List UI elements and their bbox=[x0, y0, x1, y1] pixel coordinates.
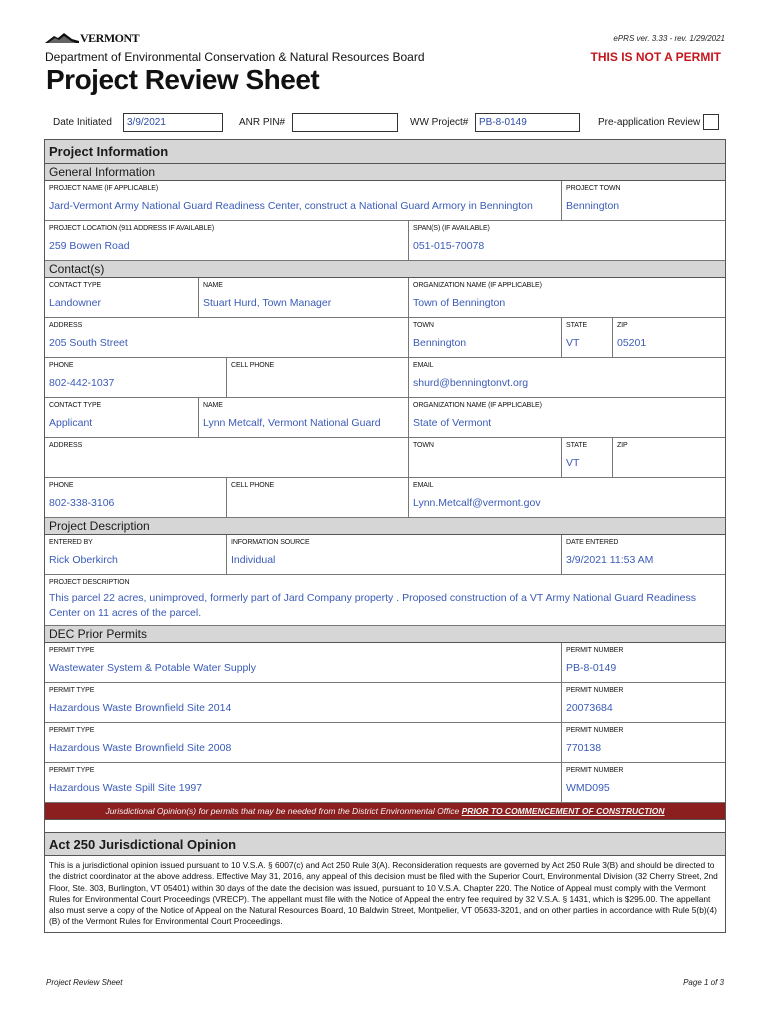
ww-project-field[interactable]: PB-8-0149 bbox=[475, 113, 580, 132]
contact-email-cell bbox=[408, 358, 725, 397]
contact-zip-label: ZIP bbox=[617, 442, 628, 449]
project-town-label: PROJECT TOWN bbox=[566, 185, 621, 192]
contact-1-phone-row bbox=[45, 358, 725, 398]
permit-number-value[interactable]: PB-8-0149 bbox=[566, 662, 617, 674]
contact-zip-cell bbox=[612, 318, 725, 357]
footer-page-number: Page 1 of 3 bbox=[683, 978, 724, 987]
contact-cell-phone-label: CELL PHONE bbox=[231, 482, 275, 489]
contact-type-label: CONTACT TYPE bbox=[49, 402, 102, 409]
contact-1-address-row bbox=[45, 318, 725, 358]
contact-cell-phone-cell bbox=[226, 358, 408, 397]
contact-2-address-row bbox=[45, 438, 725, 478]
contact-address-cell bbox=[45, 438, 408, 477]
ww-project-label: WW Project# bbox=[410, 117, 469, 128]
permit-number-value[interactable]: 20073684 bbox=[566, 702, 613, 714]
contact-address-value[interactable] bbox=[49, 452, 404, 475]
section-project-information: Project Information bbox=[45, 140, 725, 164]
date-entered-cell bbox=[561, 535, 725, 574]
information-source-cell bbox=[226, 535, 561, 574]
contact-cell-phone-cell bbox=[226, 478, 408, 517]
contact-org-cell bbox=[408, 278, 725, 317]
contact-email-value[interactable]: shurd@benningtonvt.org bbox=[413, 377, 529, 389]
contact-cell-phone-label: CELL PHONE bbox=[231, 362, 275, 369]
contact-email-cell bbox=[408, 478, 725, 517]
contact-address-label: ADDRESS bbox=[49, 322, 83, 329]
permit-type-label: PERMIT TYPE bbox=[49, 727, 95, 734]
permit-number-label: PERMIT NUMBER bbox=[566, 647, 624, 654]
contact-cell-phone-value[interactable] bbox=[231, 492, 404, 515]
page-header bbox=[45, 28, 725, 68]
span-label: SPAN(S) (IF AVAILABLE) bbox=[413, 225, 490, 232]
permit-number-label: PERMIT NUMBER bbox=[566, 687, 624, 694]
project-name-label: PROJECT NAME (IF APPLICABLE) bbox=[49, 185, 159, 192]
contact-email-label: EMAIL bbox=[413, 362, 434, 369]
permit-row bbox=[45, 763, 725, 803]
information-source-label: INFORMATION SOURCE bbox=[231, 539, 310, 546]
contact-state-label: STATE bbox=[566, 442, 588, 449]
vermont-logo bbox=[45, 30, 139, 44]
mountain-icon bbox=[45, 32, 79, 44]
contact-state-value[interactable]: VT bbox=[566, 337, 580, 349]
project-name-row bbox=[45, 181, 725, 221]
contact-type-cell bbox=[45, 398, 198, 437]
contact-zip-value[interactable]: 05201 bbox=[617, 337, 647, 349]
subsection-dec-prior-permits: DEC Prior Permits bbox=[45, 626, 725, 643]
contact-org-cell bbox=[408, 398, 725, 437]
contact-town-cell bbox=[408, 438, 561, 477]
contact-state-label: STATE bbox=[566, 322, 588, 329]
span-cell bbox=[408, 221, 725, 260]
span-value[interactable]: 051-015-70078 bbox=[413, 240, 485, 252]
contact-type-label: CONTACT TYPE bbox=[49, 282, 102, 289]
contact-name-cell bbox=[198, 278, 408, 317]
contact-2-phone-row bbox=[45, 478, 725, 518]
permit-number-cell bbox=[561, 763, 725, 802]
contact-state-value[interactable]: VT bbox=[566, 457, 580, 469]
contact-state-cell bbox=[561, 318, 612, 357]
contact-phone-label: PHONE bbox=[49, 362, 74, 369]
permit-number-label: PERMIT NUMBER bbox=[566, 727, 624, 734]
project-name-value[interactable]: Jard-Vermont Army National Guard Readiness Center, construct a National Guard Armory in Bennington bbox=[49, 200, 533, 212]
contact-zip-label: ZIP bbox=[617, 322, 628, 329]
logo-text: VERMONT bbox=[80, 31, 140, 45]
contact-phone-cell bbox=[45, 358, 226, 397]
contact-name-label: NAME bbox=[203, 282, 223, 289]
permit-number-value[interactable]: 770138 bbox=[566, 742, 602, 754]
permit-type-label: PERMIT TYPE bbox=[49, 767, 95, 774]
contact-cell-phone-value[interactable] bbox=[231, 372, 404, 395]
project-description-row bbox=[45, 575, 725, 626]
version-label: ePRS ver. 3.33 - rev. 1/29/2021 bbox=[613, 34, 725, 43]
page-title: Project Review Sheet bbox=[46, 64, 320, 95]
project-name-cell bbox=[45, 181, 561, 220]
permit-row bbox=[45, 723, 725, 763]
contact-org-value[interactable]: State of Vermont bbox=[413, 417, 492, 429]
permit-type-value[interactable]: Hazardous Waste Brownfield Site 2008 bbox=[49, 742, 232, 754]
anr-pin-label: ANR PIN# bbox=[239, 117, 286, 128]
contact-type-value[interactable]: Landowner bbox=[49, 297, 101, 309]
subsection-project-description: Project Description bbox=[45, 518, 725, 535]
not-permit-notice: THIS IS NOT A PERMIT bbox=[590, 50, 721, 64]
project-description-value[interactable]: This parcel 22 acres, unimproved, formerly part of Jard Company property . Proposed construction of a VT Army National Guard Readiness Center on 11 acres of the parcel. bbox=[49, 592, 697, 619]
id-row bbox=[46, 113, 726, 133]
date-initiated-label: Date Initiated bbox=[53, 117, 112, 128]
project-location-value[interactable]: 259 Bowen Road bbox=[49, 240, 130, 252]
section-act250-opinion: Act 250 Jurisdictional Opinion bbox=[45, 832, 725, 856]
contact-type-value[interactable]: Applicant bbox=[49, 417, 93, 429]
contact-email-label: EMAIL bbox=[413, 482, 434, 489]
permit-type-value[interactable]: Wastewater System & Potable Water Supply bbox=[49, 662, 256, 674]
contact-type-cell bbox=[45, 278, 198, 317]
subsection-contacts: Contact(s) bbox=[45, 261, 725, 278]
review-form bbox=[44, 139, 726, 933]
permit-type-label: PERMIT TYPE bbox=[49, 647, 95, 654]
entered-by-label: ENTERED BY bbox=[49, 539, 93, 546]
entered-by-value[interactable]: Rick Oberkirch bbox=[49, 554, 118, 566]
information-source-value[interactable]: Individual bbox=[231, 554, 276, 566]
preapp-review-checkbox[interactable] bbox=[703, 114, 719, 130]
contact-zip-cell bbox=[612, 438, 725, 477]
anr-pin-field[interactable] bbox=[292, 113, 398, 132]
entered-by-row bbox=[45, 535, 725, 575]
project-town-value[interactable]: Bennington bbox=[566, 200, 620, 212]
contact-phone-label: PHONE bbox=[49, 482, 74, 489]
contact-town-cell bbox=[408, 318, 561, 357]
permit-type-cell bbox=[45, 643, 561, 682]
jurisdictional-text: Jurisdictional Opinion(s) for permits that may be needed from the District Environmental Office bbox=[105, 806, 462, 816]
contact-name-value[interactable]: Lynn Metcalf, Vermont National Guard bbox=[203, 417, 381, 429]
permit-type-cell bbox=[45, 683, 561, 722]
contact-town-label: TOWN bbox=[413, 442, 434, 449]
entered-by-cell bbox=[45, 535, 226, 574]
project-location-label: PROJECT LOCATION (911 ADDRESS IF AVAILABLE) bbox=[49, 225, 215, 232]
preapp-review-label: Pre-application Review bbox=[598, 117, 701, 128]
contact-phone-cell bbox=[45, 478, 226, 517]
permit-number-cell bbox=[561, 643, 725, 682]
contact-name-label: NAME bbox=[203, 402, 223, 409]
permit-number-label: PERMIT NUMBER bbox=[566, 767, 624, 774]
contact-address-value[interactable]: 205 South Street bbox=[49, 337, 128, 349]
project-location-cell bbox=[45, 221, 408, 260]
permit-row bbox=[45, 683, 725, 723]
permit-type-cell bbox=[45, 763, 561, 802]
date-entered-value[interactable]: 3/9/2021 11:53 AM bbox=[566, 554, 654, 566]
contact-town-value[interactable] bbox=[413, 452, 557, 475]
contact-phone-value[interactable]: 802-338-3106 bbox=[49, 497, 115, 509]
contact-org-label: ORGANIZATION NAME (IF APPLICABLE) bbox=[413, 282, 542, 289]
permit-row bbox=[45, 643, 725, 683]
department-name: Department of Environmental Conservation & Natural Resources Board bbox=[45, 50, 425, 64]
permit-number-cell bbox=[561, 683, 725, 722]
permit-number-value[interactable]: WMD095 bbox=[566, 782, 610, 794]
permit-number-cell bbox=[561, 723, 725, 762]
contact-name-cell bbox=[198, 398, 408, 437]
contact-phone-value[interactable]: 802-442-1037 bbox=[49, 377, 115, 389]
contact-state-cell bbox=[561, 438, 612, 477]
contact-town-value[interactable]: Bennington bbox=[413, 337, 467, 349]
contact-zip-value[interactable] bbox=[617, 452, 721, 475]
permit-type-value[interactable]: Hazardous Waste Brownfield Site 2014 bbox=[49, 702, 232, 714]
footer-title: Project Review Sheet bbox=[46, 978, 123, 987]
contact-org-label: ORGANIZATION NAME (IF APPLICABLE) bbox=[413, 402, 542, 409]
contact-org-value[interactable]: Town of Bennington bbox=[413, 297, 506, 309]
subsection-general-information: General Information bbox=[45, 164, 725, 181]
jurisdictional-emphasis: PRIOR TO COMMENCEMENT OF CONSTRUCTION bbox=[461, 806, 665, 816]
permit-type-label: PERMIT TYPE bbox=[49, 687, 95, 694]
jurisdictional-banner bbox=[45, 803, 725, 820]
contact-1-type-row bbox=[45, 278, 725, 318]
permit-type-cell bbox=[45, 723, 561, 762]
contact-2-type-row bbox=[45, 398, 725, 438]
permit-type-value[interactable]: Hazardous Waste Spill Site 1997 bbox=[49, 782, 203, 794]
project-town-cell bbox=[561, 181, 725, 220]
contact-name-value[interactable]: Stuart Hurd, Town Manager bbox=[203, 297, 332, 309]
act250-opinion-text: This is a jurisdictional opinion issued pursuant to 10 V.S.A. § 6007(c) and Act 250 Rule 3(A). Reconsideration requests are governed by Act 250 Rule 3(B) and should be directed to the district coordinator at the above address. Effective May 31, 2016, any appeal of this decision must be filed with the Superior Court, Environmental Division (32 Cherry Street, 2nd Floor, Ste. 303, Burlington, VT 05401) within 30 days of the date the decision was issued, pursuant to 10 V.S.A. Chapter 220. The Notice of Appeal must comply with the Vermont Rules for Environmental Court Proceedings (VRECP). The appellant must file with the Notice of Appeal the entry fee required by 32 V.S.A. § 1431, which is $295.00. The appellant also must serve a copy of the Notice of Appeal on the Natural Resources Board, 10 Baldwin Street, Montpelier, VT 05633-3201, and on other parties in accordance with Rule 5(b)(4)(B) of the Vermont Rules for Environmental Court Proceedings. bbox=[49, 860, 718, 927]
contact-town-label: TOWN bbox=[413, 322, 434, 329]
date-initiated-field[interactable]: 3/9/2021 bbox=[123, 113, 223, 132]
project-description-label: PROJECT DESCRIPTION bbox=[49, 579, 130, 586]
contact-address-cell bbox=[45, 318, 408, 357]
contact-email-value[interactable]: Lynn.Metcalf@vermont.gov bbox=[413, 497, 541, 509]
contact-address-label: ADDRESS bbox=[49, 442, 83, 449]
date-entered-label: DATE ENTERED bbox=[566, 539, 619, 546]
project-location-row bbox=[45, 221, 725, 261]
project-description-cell bbox=[45, 575, 725, 625]
